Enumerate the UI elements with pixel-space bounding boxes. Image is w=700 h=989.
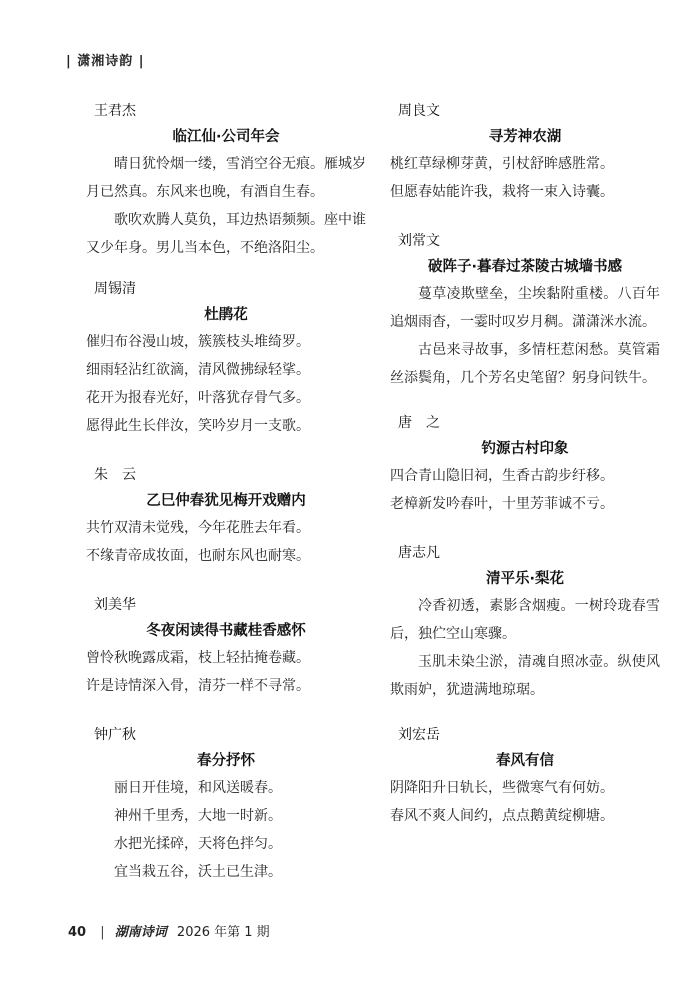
poem-paragraph: 冷香初透，素影含烟瘦。一树玲珑春雪后，独伫空山寒骤。 <box>390 598 660 642</box>
footer-divider: | <box>100 925 105 940</box>
poem-body <box>86 328 366 440</box>
poem-title: 乙巳仲春犹见梅开戏赠内 <box>146 493 306 509</box>
poem-title: 临江仙·公司年会 <box>172 129 280 145</box>
poem-line: 神州千里秀，大地一时新。 <box>114 808 282 824</box>
journal-name: 湖南诗词 <box>114 925 167 940</box>
poem-body <box>86 774 366 886</box>
poem-title: 杜鹃花 <box>204 307 248 323</box>
poem <box>86 724 366 886</box>
right-column <box>390 100 660 830</box>
poem-body <box>86 514 366 570</box>
poem-line: 细雨轻沾红欲滴，清风微拂绿轻挲。 <box>86 362 310 378</box>
poem-author: 刘宏岳 <box>398 727 440 743</box>
poem-title: 冬夜闲读得书藏桂香感怀 <box>146 623 306 639</box>
poem-title: 寻芳神农湖 <box>488 129 562 145</box>
poem <box>86 278 366 464</box>
poem-author: 周锡清 <box>94 281 136 297</box>
poem <box>86 594 366 724</box>
poem-line: 丽日开佳境，和风送暖春。 <box>114 780 282 796</box>
poem-line: 曾怜秋晚露成霜，枝上轻拈掩卷藏。 <box>86 650 310 666</box>
poem <box>390 230 660 412</box>
poem-body <box>86 644 366 700</box>
poem-line: 许是诗情深入骨，清芬一样不寻常。 <box>86 678 310 694</box>
poem-line: 但愿春姑能许我，栽将一束入诗囊。 <box>390 184 614 200</box>
poem-body <box>390 150 660 206</box>
poem-author: 刘美华 <box>94 597 136 613</box>
poem <box>390 724 660 830</box>
poem-paragraph: 蔓草凌欺壁垒，尘埃黏附重楼。八百年追烟雨杳，一霎时叹岁月稠。潇潇洣水流。 <box>390 286 660 330</box>
page-number: 40 <box>68 925 87 940</box>
poem <box>390 412 660 542</box>
poem-author: 唐 之 <box>398 415 440 431</box>
page-footer <box>68 921 270 940</box>
poem <box>86 464 366 594</box>
poem-line: 春风不爽人间约，点点鹅黄绽柳塘。 <box>390 808 614 824</box>
poem-line: 花开为报春光好，叶落犹存骨气多。 <box>86 390 310 406</box>
poem-body <box>390 280 660 392</box>
poem-body <box>390 592 660 704</box>
left-column <box>86 100 366 886</box>
poem-author: 周良文 <box>398 103 440 119</box>
issue-label: 2026 年第 1 期 <box>176 925 270 940</box>
poem-line: 老樟新发吟春叶，十里芳菲诚不亏。 <box>390 496 614 512</box>
poem-paragraph: 晴日犹怜烟一缕，雪消空谷无痕。雁城岁月已然真。东风来也晚，有酒自生春。 <box>86 156 366 200</box>
poem-line: 阴降阳升日轨长，些微寒气有何妨。 <box>390 780 614 796</box>
poem-line: 宜当栽五谷，沃土已生津。 <box>114 864 282 880</box>
poem <box>86 100 366 278</box>
poem <box>390 542 660 724</box>
poem-line: 四合青山隐旧祠，生香古韵步纡移。 <box>390 468 614 484</box>
poem-title: 清平乐·梨花 <box>485 571 564 587</box>
poem-body <box>390 462 660 518</box>
poem-title: 春分抒怀 <box>197 753 255 769</box>
poem-body <box>390 774 660 830</box>
poem-line: 水把光揉碎，天将色拌匀。 <box>114 836 282 852</box>
poem-paragraph: 古邑来寻故事，多情枉惹闲愁。莫管霜丝添鬓角，几个芳名史笔留？躬身问铁牛。 <box>390 342 660 386</box>
poem-paragraph: 歌吹欢腾人莫负，耳边热语频频。座中谁又少年身。男儿当本色，不绝洛阳尘。 <box>86 212 366 256</box>
poem-title: 破阵子·暮春过茶陵古城墙书感 <box>427 259 622 275</box>
poem-author: 唐志凡 <box>398 545 440 561</box>
poem-line: 不缘青帝成妆面，也耐东风也耐寒。 <box>86 548 310 564</box>
poem <box>390 100 660 230</box>
poem-line: 桃红草绿柳芽黄，引杖舒眸感胜常。 <box>390 156 614 172</box>
poem-line: 愿得此生长伴汝，笑吟岁月一支歌。 <box>86 418 310 434</box>
poem-title: 春风有信 <box>496 753 554 769</box>
poem-author: 朱 云 <box>94 467 136 483</box>
poem-author: 刘常文 <box>398 233 440 249</box>
section-tag: | 潇湘诗韵 | <box>66 54 145 69</box>
poem-paragraph: 玉肌未染尘淤，清魂自照冰壶。纵使风欺雨妒，犹遗满地琼琚。 <box>390 654 660 698</box>
poem-body <box>86 150 366 262</box>
poem-title: 钓源古村印象 <box>481 441 569 457</box>
poem-author: 钟广秋 <box>94 727 136 743</box>
poem-author: 王君杰 <box>94 103 136 119</box>
poem-line: 共竹双清未觉残，今年花胜去年看。 <box>86 520 310 536</box>
poem-line: 催归布谷漫山坡，簇簇枝头堆绮罗。 <box>86 334 310 350</box>
